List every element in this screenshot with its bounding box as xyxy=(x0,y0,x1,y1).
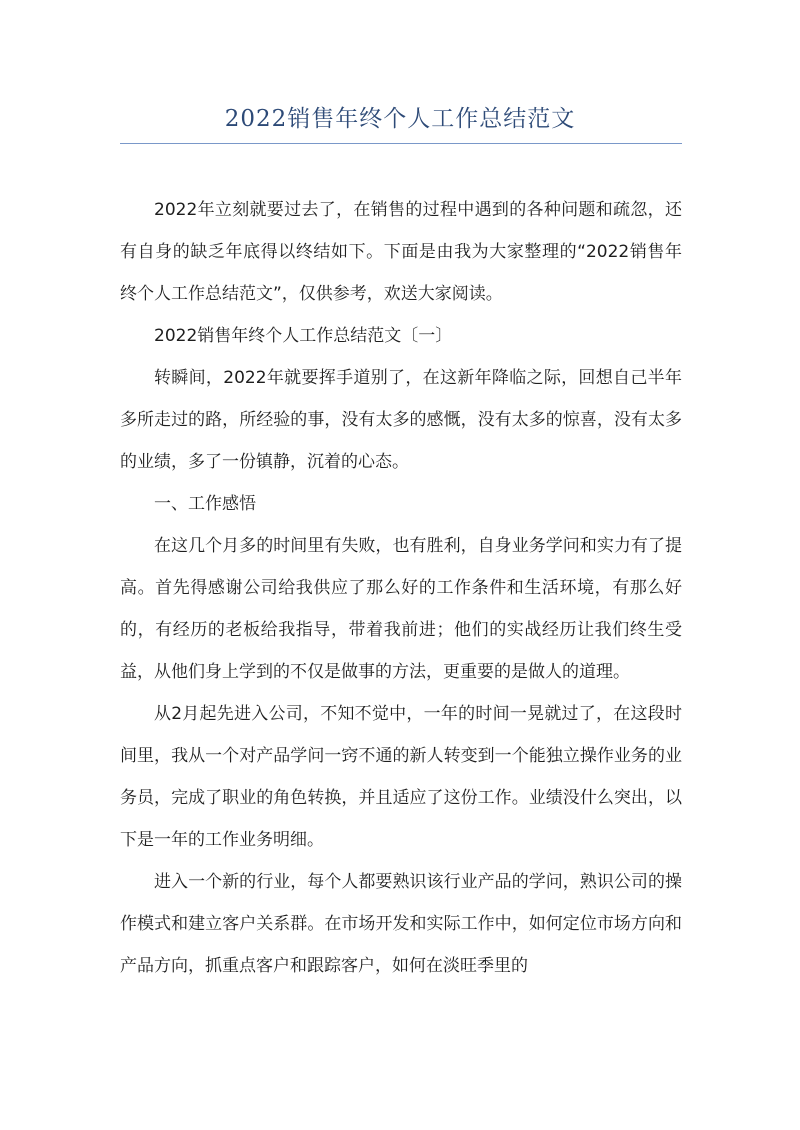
paragraph-intro: 2022年立刻就要过去了，在销售的过程中遇到的各种问题和疏忽，还有自身的缺乏年底得以终结如下。下面是由我为大家整理的“2022销售年终个人工作总结范文”，仅供参考，欢送大家阅读。 xyxy=(120,200,682,304)
paragraph-new-industry: 进入一个新的行业，每个人都要熟识该行业产品的学问，熟识公司的操作模式和建立客户关系群。在市场开发和实际工作中，如何定位市场方向和产品方向，抓重点客户和跟踪客户，如何在淡旺季里的 xyxy=(120,872,682,976)
document-title: 2022销售年终个人工作总结范文 xyxy=(224,106,576,132)
paragraph-gratitude: 在这几个月多的时间里有失败，也有胜利，自身业务学问和实力有了提高。首先得感谢公司给我供应了那么好的工作条件和生活环境，有那么好的，有经历的老板给我指导，带着我前进；他们的实战经历让我们终生受益，从他们身上学到的不仅是做事的方法，更重要的是做人的道理。 xyxy=(120,536,682,682)
paragraph-reflection: 转瞬间，2022年就要挥手道别了，在这新年降临之际，回想自己半年多所走过的路，所经验的事，没有太多的感慨，没有太多的惊喜，没有太多的业绩，多了一份镇静，沉着的心态。 xyxy=(120,368,682,472)
paragraph-first-year: 从2月起先进入公司，不知不觉中，一年的时间一晃就过了，在这段时间里，我从一个对产品学问一窍不通的新人转变到一个能独立操作业务的业务员，完成了职业的角色转换，并且适应了这份工作。业绩没什么突出，以下是一年的工作业务明细。 xyxy=(120,704,682,850)
title-underline xyxy=(120,143,682,144)
section-heading-part-one: 2022销售年终个人工作总结范文〔一〕 xyxy=(154,326,453,346)
section-heading-work-insights: 一、工作感悟 xyxy=(154,494,256,514)
document-body xyxy=(120,189,682,987)
